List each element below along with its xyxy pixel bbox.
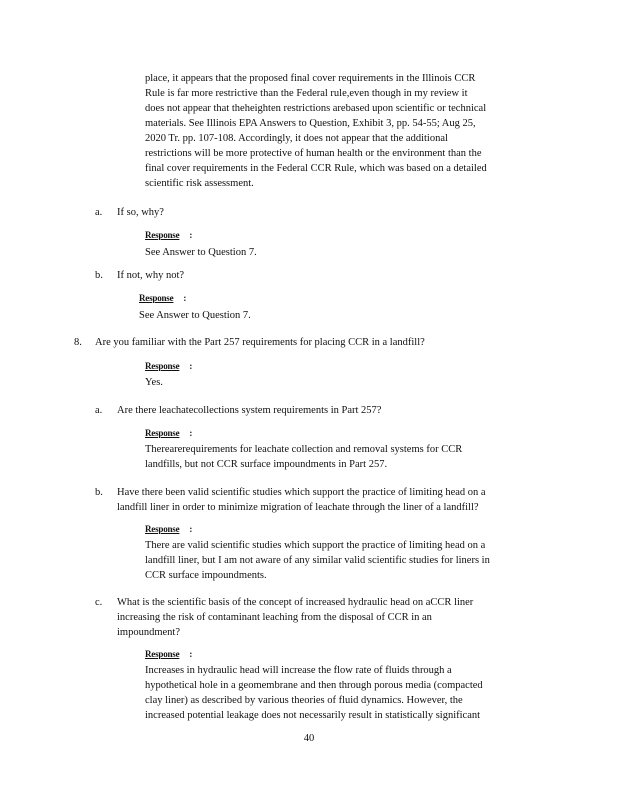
response-label: Response : xyxy=(145,649,193,659)
answer-line: Increases in hydraulic head will increase the flow rate of fluids through a xyxy=(145,665,452,676)
answer-line: Therearerequirements for leachate collection and removal systems for CCR xyxy=(145,444,463,455)
answer-text: Yes. xyxy=(145,377,163,388)
question-line: landfill liner in order to minimize migration of leachate through the liner of a landfill? xyxy=(117,502,479,513)
question-text: If so, why? xyxy=(117,207,164,218)
question-line: increasing the risk of contaminant leaching from the disposal of CCR in an xyxy=(117,612,432,623)
intro-line: materials. See Illinois EPA Answers to Question, Exhibit 3, pp. 54-55; Aug 25, xyxy=(145,118,476,129)
answer-line: landfills, but not CCR surface impoundments in Part 257. xyxy=(145,459,388,470)
response-label: Response : xyxy=(145,428,193,438)
item-marker: a. xyxy=(95,405,103,416)
question-text: Are you familiar with the Part 257 requirements for placing CCR in a landfill? xyxy=(95,337,425,348)
intro-line: final cover requirements in the Federal CCR Rule, which was based on a detailed xyxy=(145,163,487,174)
answer-line: hypothetical hole in a geomembrane and then through porous media (compacted xyxy=(145,680,483,691)
response-label: Response : xyxy=(139,293,187,303)
question-text: If not, why not? xyxy=(117,270,185,281)
intro-line: 2020 Tr. pp. 107-108. Accordingly, it does not appear that the additional xyxy=(145,133,448,144)
question-line: What is the scientific basis of the concept of increased hydraulic head on aCCR liner xyxy=(117,597,474,608)
question-line: impoundment? xyxy=(117,627,180,638)
answer-line: landfill liner, but I am not aware of any similar valid scientific studies for liners in xyxy=(145,555,490,566)
response-label: Response : xyxy=(145,361,193,371)
answer-line: There are valid scientific studies which support the practice of limiting head on a xyxy=(145,540,486,551)
answer-line: increased potential leakage does not necessarily result in statistically significant xyxy=(145,710,481,721)
intro-line: does not appear that theheighten restrictions arebased upon scientific or technical xyxy=(145,103,487,114)
intro-line: place, it appears that the proposed final cover requirements in the Illinois CCR xyxy=(145,73,476,84)
intro-line: restrictions will be more protective of human health or the environment than the xyxy=(145,148,482,159)
answer-line: CCR surface impoundments. xyxy=(145,570,267,581)
answer-text: See Answer to Question 7. xyxy=(139,310,251,321)
response-label: Response : xyxy=(145,524,193,534)
page-number: 40 xyxy=(303,733,315,744)
item-marker: b. xyxy=(95,487,103,498)
answer-line: clay liner) as described by various theories of fluid dynamics. However, the xyxy=(145,695,463,706)
intro-line: scientific risk assessment. xyxy=(145,178,254,189)
intro-line: Rule is far more restrictive than the Federal rule,even though in my review it xyxy=(145,88,468,99)
answer-paragraph xyxy=(145,663,530,723)
intro-paragraph xyxy=(145,71,531,191)
question-text: Are there leachatecollections system requirements in Part 257? xyxy=(117,405,382,416)
response-label: Response : xyxy=(145,230,193,240)
item-marker: b. xyxy=(95,270,103,281)
question-paragraph xyxy=(117,595,537,640)
question-number: 8. xyxy=(74,337,82,348)
answer-text: See Answer to Question 7. xyxy=(145,247,257,258)
question-paragraph xyxy=(117,485,542,515)
item-marker: a. xyxy=(95,207,103,218)
item-marker: c. xyxy=(95,597,103,608)
question-line: Have there been valid scientific studies which support the practice of limiting head on a xyxy=(117,487,486,498)
answer-paragraph xyxy=(145,442,515,472)
answer-paragraph xyxy=(145,538,542,583)
